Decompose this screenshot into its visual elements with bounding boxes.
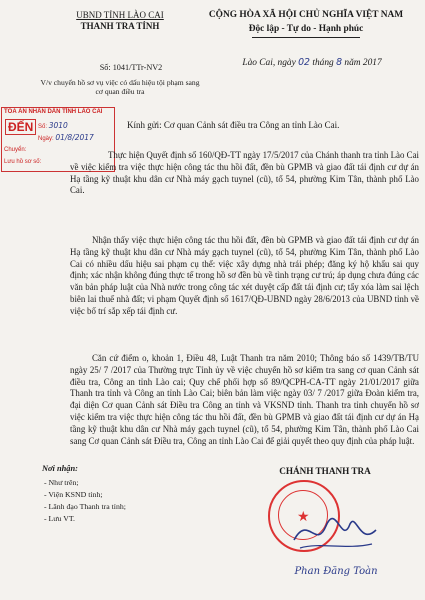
stamp-so-row: [38, 121, 68, 130]
org-line1: UBND TỈNH LÀO CAI: [76, 10, 164, 20]
date-middle: tháng: [312, 58, 334, 68]
stamp-court: TÒA ÁN NHÂN DÂN TỈNH LÀO CAI: [4, 109, 103, 115]
date-day: 02: [298, 57, 311, 68]
recipient-item: - Viện KSND tỉnh;: [44, 490, 103, 499]
seal-star-icon: ★: [297, 508, 310, 524]
stamp-ngay-value: 01/8/2017: [55, 133, 94, 142]
date-prefix: Lào Cai, ngày: [242, 58, 296, 68]
motto-underline: [252, 37, 360, 38]
body-paragraph-3: Căn cứ điểm o, khoản 1, Điều 48, Luật Thanh tra năm 2010; Thông báo số 1439/TB/TU ngày 25/ 7 /2017 của Thường trực Tỉnh ủy về việc chuyển hồ sơ kiểm tra sang cơ quan Cảnh sát điều tra, Công an tỉnh Lào cai; Quy chế phối hợp số 89/QCPH-CA-TT ngày 21/01/2017 giữa Thanh tra tỉnh và Công an tỉnh Lào Cai; biên bản làm việc ngày 03/ 7 /2017 giữa Đoàn kiểm tra, đại diện Cơ quan Cảnh sát Điều tra Công an tỉnh và VKSND tỉnh. Thanh tra tỉnh chuyển hồ sơ việc kiểm tra việc thực hiện công tác thu hồi đất, đền bù GPMB và giao đất tái định cư dự án Hạ tầng kỹ thuật khu dân cư Nhà máy gạch tuynel (cũ), tổ 54, phường Kim Tân, thành phố Lào Cai sang Cơ quan Cảnh sát Điều tra, Công an tỉnh Lào Cai để giải quyết theo quy định của pháp luật.: [70, 353, 419, 446]
recipients-title: Nơi nhận:: [42, 464, 78, 473]
stamp-den: ĐẾN: [5, 119, 36, 135]
date-month: 8: [336, 57, 343, 68]
stamp-ngay-label: Ngày:: [38, 136, 54, 142]
recipient-line: Kính gửi: Cơ quan Cảnh sát điều tra Công an tỉnh Lào Cai.: [127, 120, 340, 130]
org-line2: THANH TRA TỈNH: [80, 21, 160, 31]
stamp-ngay-row: [38, 133, 94, 142]
national-title: CỘNG HÒA XÃ HỘI CHỦ NGHĨA VIỆT NAM: [208, 10, 404, 20]
doc-number: Số: 1041/TTr-NV2: [99, 63, 163, 72]
body-paragraph-2: Nhận thấy việc thực hiện công tác thu hồi đất, đền bù GPMB và giao đất tái định cư dự án Hạ tầng kỹ thuật khu dân cư Nhà máy gạch tuynel (cũ), tổ 54, phường Kim Tân, thành phố Lào Cai có nhiều dấu hiệu sai phạm cụ thể: việc xây dựng nhà trái phép; đăng ký hộ khẩu sai quy định; xác nhận không đúng thực tế trong hồ sơ đền bù về tình trạng cư trú; áp dụng chưa đúng các văn bản pháp luật của Nhà nước trong công tác xét duyệt cấp đất tái định cư; tẩy xóa làm sai lệch biên lai thuế nhà đất; vi phạm Quyết định số 1617/QĐ-UBND ngày 28/6/2013 của UBND tỉnh về việc bố trí sắp xếp tái định cư.: [70, 235, 419, 316]
stamp-luu: Lưu hồ sơ số:: [4, 159, 42, 165]
handwritten-signature-icon: [290, 506, 380, 556]
signer-name: Phan Đăng Toàn: [294, 566, 378, 577]
signature-title: CHÁNH THANH TRA: [279, 466, 371, 476]
recipient-item: - Lãnh đạo Thanh tra tỉnh;: [44, 502, 126, 511]
stamp-chuyen: Chuyển:: [4, 147, 27, 153]
body-paragraph-1: Thực hiện Quyết định số 160/QĐ-TT ngày 17/5/2017 của Chánh thanh tra tỉnh Lào Cai về việc kiểm tra việc thực hiện công tác thu hồi đất, đền bù GPMB và giao đất tái định cư dự án Hạ tầng kỹ thuật khu dân cư Nhà máy gạch tuynel (cũ), tổ 54, phường Kim Tân, thành phố Lào Cai.: [70, 150, 419, 196]
recipient-item: - Như trên;: [44, 478, 79, 487]
date-suffix: năm 2017: [344, 58, 382, 68]
stamp-so-value: 3010: [48, 121, 68, 130]
doc-date: [200, 57, 424, 68]
national-motto: Độc lập - Tự do - Hạnh phúc: [248, 24, 364, 34]
recipient-item: - Lưu VT.: [44, 514, 76, 523]
stamp-so-label: Số:: [38, 124, 48, 130]
doc-subject: V/v chuyển hồ sơ vụ việc có dấu hiệu tội phạm sang cơ quan điều tra: [40, 78, 200, 96]
